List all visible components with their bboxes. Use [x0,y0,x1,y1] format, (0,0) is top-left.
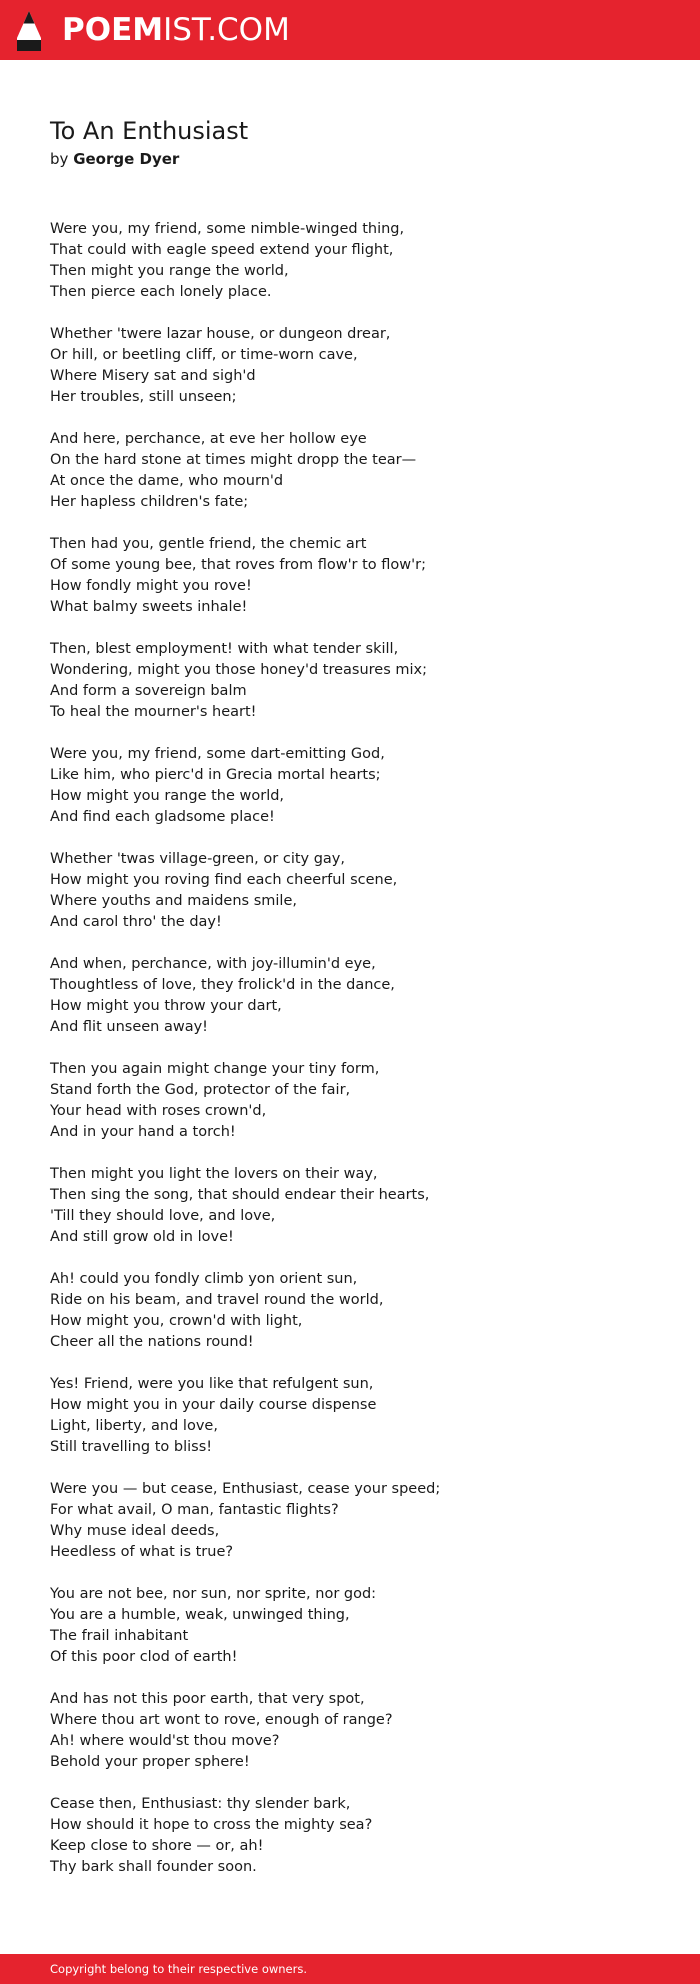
poem-stanza [50,429,650,513]
poem-byline [50,148,179,170]
poem-stanza [50,1164,650,1248]
poem-line: Of some young bee, that roves from flow'r to flow'r; [50,557,426,573]
poem-line: What balmy sweets inhale! [50,599,248,615]
site-logo[interactable] [62,12,290,48]
poem-line: How might you, crown'd with light, [50,1313,303,1329]
poem-line: Still travelling to bliss! [50,1439,213,1455]
poem-stanza [50,639,650,723]
poem-line: Why muse ideal deeds, [50,1523,220,1539]
poem-line: Stand forth the God, protector of the fair, [50,1082,351,1098]
poem-line: How should it hope to cross the mighty sea? [50,1817,373,1833]
poem-line: And in your hand a torch! [50,1124,236,1140]
poem-stanza [50,1059,650,1143]
poem-title: To An Enthusiast [50,117,249,145]
poem-line: Where youths and maidens smile, [50,893,297,909]
poem-stanza [50,1374,650,1458]
poem-line: Or hill, or beetling cliff, or time-worn cave, [50,347,358,363]
poem-line: How might you range the world, [50,788,285,804]
poem-stanza [50,1584,650,1668]
site-footer [0,1954,700,1984]
poem-line: Like him, who pierc'd in Grecia mortal hearts; [50,767,381,783]
logo-text-bold: POEM [62,12,164,48]
pencil-logo-icon[interactable] [16,11,42,51]
poem-stanza [50,1269,650,1353]
poem-stanza [50,1794,650,1878]
poem-line: Then you again might change your tiny form, [50,1061,380,1077]
poem-stanza [50,1689,650,1773]
poem-line: 'Till they should love, and love, [50,1208,276,1224]
poem-line: On the hard stone at times might dropp the tear— [50,452,417,468]
poem-line: You are a humble, weak, unwinged thing, [50,1607,350,1623]
poem-line: Her troubles, still unseen; [50,389,237,405]
site-header [0,0,700,60]
poem-line: How might you throw your dart, [50,998,282,1014]
by-label: by [50,150,69,168]
poem-line: And when, perchance, with joy-illumin'd eye, [50,956,376,972]
poem-line: How fondly might you rove! [50,578,252,594]
poem-line: For what avail, O man, fantastic flights? [50,1502,339,1518]
poem-line: And form a sovereign balm [50,683,247,699]
poem-stanza [50,954,650,1038]
poem-line: That could with eagle speed extend your flight, [50,242,394,258]
poem-body [50,219,650,1899]
poem-line: Thy bark shall founder soon. [50,1859,257,1875]
poem-line: Of this poor clod of earth! [50,1649,238,1665]
poem-line: Were you, my friend, some nimble-winged thing, [50,221,405,237]
copyright-text: Copyright belong to their respective owners. [50,1962,308,1976]
poem-line: Cease then, Enthusiast: thy slender bark, [50,1796,351,1812]
poem-line: Where Misery sat and sigh'd [50,368,256,384]
poem-line: Were you, my friend, some dart-emitting God, [50,746,385,762]
poem-line: And here, perchance, at eve her hollow eye [50,431,367,447]
poem-line: How might you roving find each cheerful scene, [50,872,398,888]
poem-line: Your head with roses crown'd, [50,1103,267,1119]
poem-line: Then pierce each lonely place. [50,284,272,300]
poem-line: Heedless of what is true? [50,1544,234,1560]
poem-line: And has not this poor earth, that very spot, [50,1691,365,1707]
poem-line: To heal the mourner's heart! [50,704,257,720]
poem-line: Ah! could you fondly climb yon orient sun, [50,1271,358,1287]
poem-line: Where thou art wont to rove, enough of range? [50,1712,393,1728]
poem-line: Behold your proper sphere! [50,1754,250,1770]
poem-line: And flit unseen away! [50,1019,208,1035]
poem-line: You are not bee, nor sun, nor sprite, nor god: [50,1586,377,1602]
poem-line: Thoughtless of love, they frolick'd in the dance, [50,977,395,993]
poem-author: George Dyer [73,150,180,168]
poem-line: Whether 'twere lazar house, or dungeon drear, [50,326,391,342]
poem-stanza [50,534,650,618]
poem-line: Ride on his beam, and travel round the world, [50,1292,384,1308]
poem-line: Yes! Friend, were you like that refulgent sun, [50,1376,374,1392]
poem-line: Then had you, gentle friend, the chemic art [50,536,367,552]
poem-stanza [50,219,650,303]
poem-line: And carol thro' the day! [50,914,222,930]
logo-text-light: IST.COM [163,12,290,48]
poem-line: Light, liberty, and love, [50,1418,218,1434]
poem-line: How might you in your daily course dispense [50,1397,377,1413]
poem-line: Keep close to shore — or, ah! [50,1838,264,1854]
poem-line: At once the dame, who mourn'd [50,473,284,489]
poem-stanza [50,744,650,828]
poem-line: Ah! where would'st thou move? [50,1733,280,1749]
poem-line: And still grow old in love! [50,1229,234,1245]
poem-line: Whether 'twas village-green, or city gay, [50,851,345,867]
poem-line: Cheer all the nations round! [50,1334,254,1350]
poem-line: And find each gladsome place! [50,809,275,825]
poem-stanza [50,849,650,933]
poem-line: Her hapless children's fate; [50,494,249,510]
poem-line: Then might you range the world, [50,263,289,279]
poem-line: Then sing the song, that should endear their hearts, [50,1187,430,1203]
poem-stanza [50,1479,650,1563]
poem-line: Wondering, might you those honey'd treasures mix; [50,662,427,678]
poem-line: Were you — but cease, Enthusiast, cease your speed; [50,1481,441,1497]
poem-line: Then might you light the lovers on their way, [50,1166,378,1182]
poem-stanza [50,324,650,408]
poem-line: Then, blest employment! with what tender skill, [50,641,399,657]
poem-line: The frail inhabitant [50,1628,189,1644]
